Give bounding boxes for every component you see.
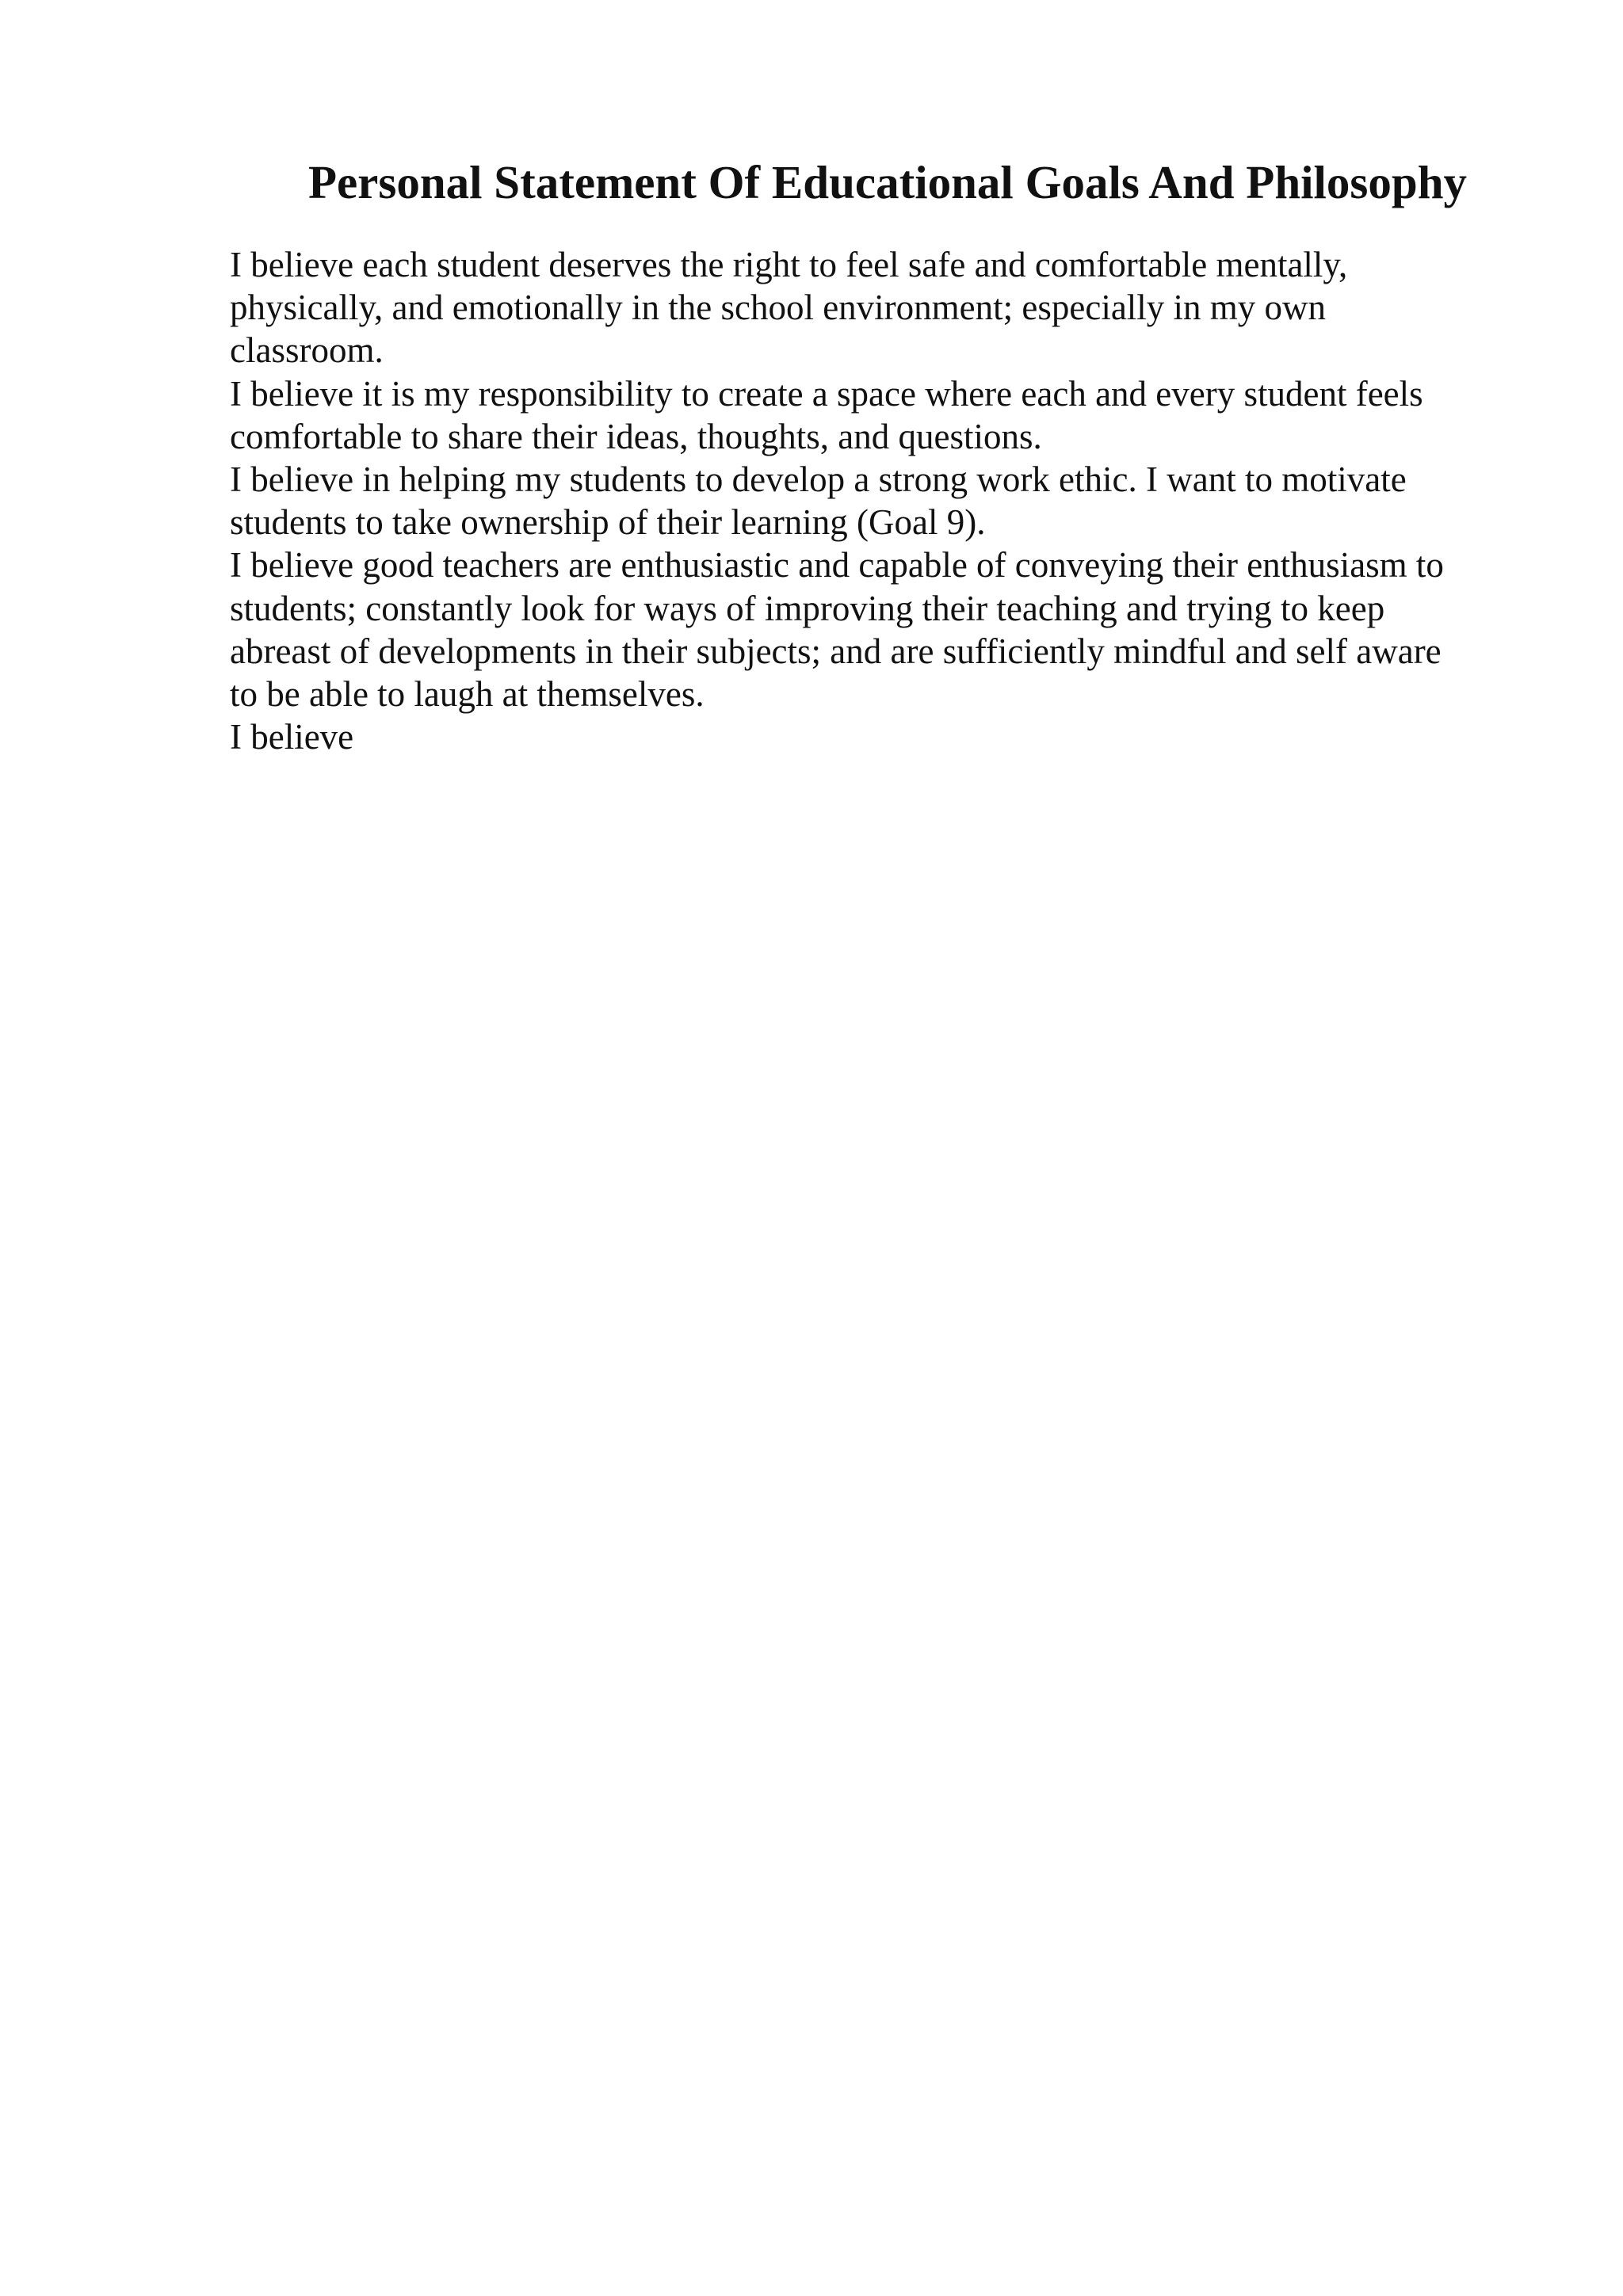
body-line: I believe each student deserves the right to feel safe and comfortable mentally, (230, 245, 1348, 284)
body-line: classroom. (230, 330, 384, 371)
body-line: I believe in helping my students to develop a strong work ethic. I want to motivate (230, 460, 1407, 500)
body-line: I believe good teachers are enthusiastic and capable of conveying their enthusiasm to (230, 545, 1444, 585)
body-line: I believe it is my responsibility to create a space where each and every student feels (230, 373, 1423, 414)
body-line: students to take ownership of their learning (Goal 9). (230, 502, 986, 543)
document-body (230, 243, 1529, 758)
body-line: physically, and emotionally in the school environment; especially in my own (230, 288, 1327, 328)
document-title: Personal Statement Of Educational Goals And Philosophy (307, 156, 1468, 208)
body-line: to be able to laugh at themselves. (230, 674, 705, 715)
body-line: abreast of developments in their subjects; and are sufficiently mindful and self aware (230, 631, 1442, 671)
body-line: I believe (230, 717, 354, 757)
body-line: students; constantly look for ways of improving their teaching and trying to keep (230, 588, 1385, 628)
body-line: comfortable to share their ideas, thoughts, and questions. (230, 416, 1042, 456)
